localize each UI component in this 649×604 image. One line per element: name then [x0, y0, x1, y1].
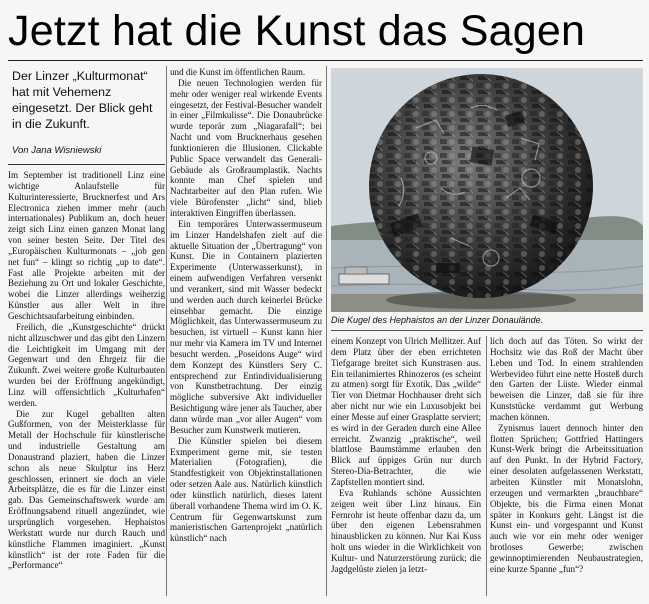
paragraph: Die zur Kugel geballten alten Gußformen, von der Meisterklasse für Metall der Hochschule für künstlerische und industrielle Gestaltung am Donaustrand plaziert, haben die Linzer schon als neue Skulptur ins Herz geschlossen, erinnert sie doch an viele Arbeitsplätze, die es für die Linzer einst gab. Das Gemeinschaftswerk wurde am Eröffnungsabend rituell angezündet, wie ursprünglich vorgesehen. Hephaistos Werkstatt wurde nur durch Rauch und künstliche Flammen imaginiert. „Kunst künstlich“ ist der rote Faden für die „Performance“	[8, 408, 165, 571]
paragraph: Im September ist traditionell Linz eine wichtige Anlaufstelle für Kulturinteressierte, Brucknerfest und Ars Electronica ziehen immer mehr (auch internationales) Publikum an, doch heuer zeigt sich Linz einen ganzen Monat lang von seiner besten Seite. Der Titel des „Europäischen Kulturmonats – „job gen net fun“ – klingt so richtig „up to date“. Fast alle Projekte arbeiten mit der Beziehung zu Ort und lokaler Geschichte, wobei die Linzer allerdings weiherzig Künstler aus aller Welt in ihre Geschichtsaufarbeitung einbinden.	[8, 170, 165, 321]
photo-sculpture	[331, 68, 643, 312]
boat-cabin	[345, 267, 367, 274]
paragraph: Zynismus lauert dennoch hinter den flotten Sprüchen; Gottfried Hattingers Kunst-Werk bringt die Arbeitssituation auf den Punkt. In der Hybrid Factory, einer desolaten aufgelassenen Werkstatt, arbeiten Künstler mit Monatslohn, erzeugen und vermarkten „brauchbare“ Objekte, bis die Firma einen Monat später in Konkurs geht. Längst ist die Kunst ein- und vorgespannt und Kunst auch wie vor ein mehr oder weniger brotloses Gewerbe; zwischen gewinnoptimierenden Neubaustrategien, eine kurze Spanne „fun“?	[490, 422, 643, 574]
sculpture-texture	[369, 74, 593, 298]
lead-rule	[8, 164, 165, 165]
column-divider	[166, 66, 167, 596]
article-column-1	[8, 170, 165, 571]
paragraph: Die Künstler spielen bei diesem Exmperiment gerne mit, sie testen Materialien (Fotografien), die Standfestigkeit von Objektinstallationen oder setzen Aale aus. Natürlich künstlich oder künstlich natürlich, dieses latent überall vorhandene Thema wird im O. K. Centrum für Gegenwartskunst zum manieristischen Gartenprojekt „natürlich künstlich“ nach	[170, 435, 322, 544]
column-divider	[486, 336, 487, 596]
column-divider	[326, 66, 327, 596]
byline: Von Jana Wisniewski	[12, 145, 102, 156]
article-column-3	[331, 336, 481, 575]
paragraph: lich doch auf das Töten. So wirkt der Hochsitz wie das Roß der Macht über Leben und Tod. In einem strahlenden Werbevideo führt eine nette Hosteß durch den Garten der Lüste. Wieder einmal beweisen die Linzer, daß sie für ihre Kunststücke verdammt gut Werbung machen können.	[490, 336, 643, 422]
article-column-2	[170, 67, 322, 544]
caption-rule	[331, 330, 643, 331]
article-column-4	[490, 336, 643, 575]
photo-caption: Die Kugel des Hephaistos an der Linzer Donaulände.	[331, 315, 544, 325]
sculpture-photo-illustration	[331, 68, 643, 312]
headline-rule	[8, 60, 643, 61]
paragraph: Eva Ruhlands schöne Aussichten zeigen weit über Linz hinaus. Ein Fernrohr ist heute offenbar dazu da, um über den eigenen Lebensrahmen hinausblicken zu können. Nur Kai Kuss holt uns wieder in die Wirklichkeit von Kultur- und Naturzerstörung zurück; die Jagdgelüste zielen ja letzt-	[331, 487, 481, 574]
lead-text: Der Linzer „Kulturmonat“ hat mit Vehemenz eingesetzt. Der Blick geht in die Zukunft.	[12, 69, 153, 131]
paragraph: Die neuen Technologien werden für mehr oder weniger real wirkende Events eingesetzt, der Festival-Besucher wandelt in einer „Filmkulisse“. Die Donaubrücke wurde teporär zum „Niagarafall“; bei Nacht und vom Brucknerhaus gesehen funktionieren die Illusionen. Clickable Public Space verwandelt das Generali-Gebäude als Großraumplastik. Nachts konnte man Chef spielen und Nachtarbeiter auf den Plan rufen. Wie viele Bürofenster „licht“ sind, blieb interaktiven Eingriffen überlassen.	[170, 77, 322, 218]
paragraph: und die Kunst im öffentlichen Raum.	[170, 67, 306, 77]
paragraph: Ein temporäres Unterwassermuseum im Linzer Handelshafen zielt auf die aktuelle Situation der „Übertragung“ von Kunst. Die in Containern plazierten Experimente (Unterwasserkunst), in einem aufwendigen Verfahren versenkt und verankert, sind mit Wasser bedeckt und werden auch durch keinerlei Brücke einsehbar gemacht. Die einzige Möglichkeit, das Unterwassermuseum zu besuchen, ist virtuell – Kunst kann hier nur mehr via Kamera im TV und Internet besucht werden. „Poseidons Auge“ wird dem Konzept des Künstlers Sery C. entsprechend zur Entindividualisierung von Kunstbetrachtung. Der einzig mögliche subversive Akt individueller Besichtigung wäre jener als Taucher, aber dann würde man „vor aller Augen“ vom Besucher zum Kunstwerk mutieren.	[170, 218, 322, 435]
headline: Jetzt hat die Kunst das Sagen	[8, 7, 586, 55]
paragraph: Freilich, die „Kunstgeschichte“ drückt nicht allzuschwer und das gibt den Linzern die Leichtigkeit im Umgang mit der Gegenwart und den Ehrgeiz für die Zukunft. Zwei weitere große Kulturbauten wurden bei der Eröffnung angekündigt, Linz will offensichtlich „Kulturhafen“ werden.	[8, 321, 165, 408]
paragraph: einem Konzept von Ulrich Mellitzer. Auf dem Platz über der eben errichteten Tiefgarage breitet sich Kunstrasen aus. Ein teilanimiertes Rhinozeros (es scheint zu atmen) sorgt für Exotik. Das „wilde“ Tier von Dietmar Hochhauser dreht sich aber nicht nur wie ein Luxusobjekt bei einer Messe auf einer Grasplatte serviert; es wird in der Geraden durch eine Allee erreicht. Zwanzig „praktische“, weil blattlose Baumstämme erlauben den Blick auf üppiges Grün nur durch Stereo-Dia-Betrachter, die wie Zapfstellen montiert sind.	[331, 336, 482, 487]
boat	[339, 274, 389, 284]
